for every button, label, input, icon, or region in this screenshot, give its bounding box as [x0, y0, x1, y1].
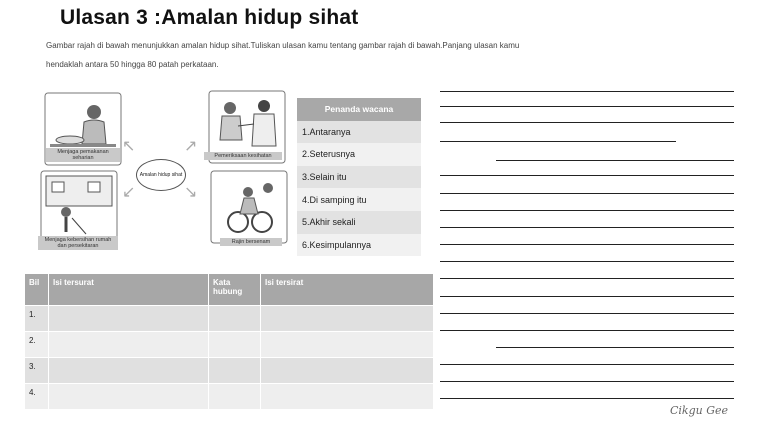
- writing-line[interactable]: [440, 278, 734, 279]
- arrow-icon: ↘: [184, 184, 198, 201]
- instruction-line-1: Gambar rajah di bawah menunjukkan amalan hidup sihat.Tuliskan ulasan kamu tentang gambar rajah di bawah.Panjang ulasan kamu: [46, 41, 520, 50]
- penanda-wacana-item: 4.Di samping itu: [297, 188, 421, 211]
- table-row: [25, 358, 434, 384]
- cell-isi-tersirat[interactable]: [261, 358, 434, 384]
- cell-kata-hubung[interactable]: [209, 306, 261, 332]
- cell-isi-tersurat[interactable]: [49, 306, 209, 332]
- writing-line[interactable]: [440, 141, 676, 142]
- cell-kata-hubung[interactable]: [209, 384, 261, 410]
- penanda-wacana-item: 6.Kesimpulannya: [297, 234, 421, 257]
- writing-line[interactable]: [440, 296, 734, 297]
- penanda-wacana-header: Penanda wacana: [297, 98, 421, 121]
- header-kata-hubung: Kata hubung: [209, 274, 261, 306]
- row-number: 1.: [25, 306, 49, 332]
- signature: Cikgu Gee: [670, 404, 729, 417]
- writing-line[interactable]: [440, 381, 734, 382]
- writing-line[interactable]: [440, 122, 734, 123]
- arrow-icon: ↖: [122, 138, 136, 155]
- writing-line[interactable]: [440, 210, 734, 211]
- row-number: 4.: [25, 384, 49, 410]
- table-row: [25, 332, 434, 358]
- writing-line[interactable]: [440, 330, 734, 331]
- row-number: 3.: [25, 358, 49, 384]
- table-header-row: [25, 274, 434, 306]
- penanda-wacana-item: 5.Akhir sekali: [297, 211, 421, 234]
- writing-line[interactable]: [440, 313, 734, 314]
- cell-isi-tersurat[interactable]: [49, 332, 209, 358]
- cell-kata-hubung[interactable]: [209, 332, 261, 358]
- table-row: [25, 306, 434, 332]
- instructions: [46, 36, 746, 74]
- penanda-wacana-table: [297, 98, 421, 256]
- header-bil: Bil: [25, 274, 49, 306]
- cell-kata-hubung[interactable]: [209, 358, 261, 384]
- instruction-line-2: hendaklah antara 50 hingga 80 patah perkataan.: [46, 60, 219, 69]
- writing-line[interactable]: [440, 193, 734, 194]
- table-row: [25, 384, 434, 410]
- picture-cleaning: [40, 170, 118, 244]
- writing-line[interactable]: [440, 364, 734, 365]
- writing-line[interactable]: [496, 160, 734, 161]
- caption-cleaning: Menjaga kebersihan rumah dan persekitaran: [38, 236, 118, 250]
- caption-checkup: Pemeriksaan kesihatan: [204, 152, 282, 160]
- writing-line[interactable]: [440, 261, 734, 262]
- cell-isi-tersurat[interactable]: [49, 384, 209, 410]
- picture-exercise: [210, 170, 288, 244]
- writing-line[interactable]: [440, 398, 734, 399]
- writing-line[interactable]: [440, 91, 734, 92]
- row-number: 2.: [25, 332, 49, 358]
- cell-isi-tersirat[interactable]: [261, 384, 434, 410]
- caption-exercise: Rajin bersenam: [220, 238, 282, 246]
- isi-table: [24, 273, 434, 410]
- cell-isi-tersirat[interactable]: [261, 332, 434, 358]
- writing-line[interactable]: [440, 175, 734, 176]
- writing-line[interactable]: [440, 106, 734, 107]
- penanda-wacana-item: 3.Selain itu: [297, 166, 421, 189]
- writing-line[interactable]: [496, 347, 734, 348]
- diagram-center: Amalan hidup sihat: [136, 159, 186, 191]
- arrow-icon: ↗: [184, 138, 198, 155]
- writing-line[interactable]: [440, 244, 734, 245]
- cell-isi-tersurat[interactable]: [49, 358, 209, 384]
- writing-line[interactable]: [440, 227, 734, 228]
- page-title: Ulasan 3 :Amalan hidup sihat: [60, 6, 359, 29]
- header-isi-tersirat: Isi tersirat: [261, 274, 434, 306]
- penanda-wacana-item: 2.Seterusnya: [297, 143, 421, 166]
- header-isi-tersurat: Isi tersurat: [49, 274, 209, 306]
- penanda-wacana-item: 1.Antaranya: [297, 121, 421, 144]
- caption-eating: Menjaga pemakanan seharian: [46, 148, 120, 162]
- arrow-icon: ↙: [122, 184, 136, 201]
- cell-isi-tersirat[interactable]: [261, 306, 434, 332]
